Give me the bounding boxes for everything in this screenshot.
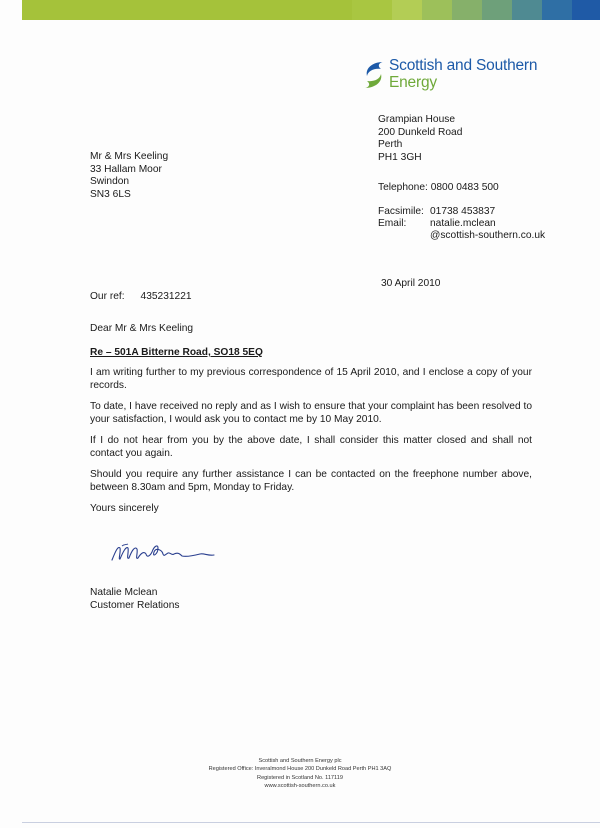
company-logo bbox=[361, 57, 541, 97]
recipient-address-line: Swindon bbox=[90, 176, 130, 188]
letter-footer bbox=[0, 757, 600, 791]
band-segment bbox=[512, 0, 542, 20]
salutation: Dear Mr & Mrs Keeling bbox=[90, 323, 194, 334]
band-segment bbox=[422, 0, 452, 20]
signatory bbox=[90, 587, 179, 612]
letter-date: 30 April 2010 bbox=[381, 278, 441, 289]
recipient-address-line: 33 Hallam Moor bbox=[90, 163, 162, 175]
band-segment bbox=[392, 0, 422, 20]
telephone-label: Telephone: bbox=[378, 182, 428, 193]
facsimile-number: 01738 453837 bbox=[430, 206, 496, 217]
email-label: Email: bbox=[378, 218, 407, 229]
sender-address-line: Perth bbox=[378, 139, 403, 151]
footer-registration: Registered in Scotland No. 117119 bbox=[257, 774, 343, 781]
band-segment bbox=[352, 0, 392, 20]
band-segment bbox=[482, 0, 512, 20]
logo-text-line1: Scottish and Southern bbox=[389, 57, 538, 74]
sender-address-line: Grampian House bbox=[378, 114, 456, 125]
band-segment bbox=[452, 0, 482, 20]
swirl-logo-icon bbox=[361, 59, 387, 91]
bottom-rule bbox=[22, 822, 600, 823]
telephone-row bbox=[378, 182, 499, 195]
signatory-name: Natalie Mclean bbox=[90, 587, 158, 598]
recipient-address bbox=[90, 151, 168, 201]
footer-company: Scottish and Southern Energy plc bbox=[258, 758, 342, 764]
sender-address bbox=[378, 114, 462, 164]
signatory-title: Customer Relations bbox=[90, 599, 180, 611]
band-segment bbox=[22, 0, 352, 20]
recipient-address-line: Mr & Mrs Keeling bbox=[90, 151, 169, 162]
telephone-number: 0800 0483 500 bbox=[430, 182, 499, 193]
email-address-line2: @scottish-southern.co.uk bbox=[430, 230, 546, 241]
closing: Yours sincerely bbox=[90, 503, 159, 514]
facsimile-label: Facsimile: bbox=[378, 206, 424, 217]
footer-registered-office: Registered Office: Inveralmond House 200 Dunkeld Road Perth PH1 3AQ bbox=[208, 766, 392, 773]
our-reference bbox=[90, 291, 192, 304]
footer-website: www.scottish-southern.co.uk bbox=[264, 783, 336, 790]
body-paragraph: To date, I have received no reply and as I wish to ensure that your complaint has been resolved to your satisfaction, I would ask you to contact me by 10 May 2010. bbox=[90, 401, 532, 425]
body-paragraph: Should you require any further assistance I can be contacted on the freephone number above, between 8.30am and 5pm, Monday to Friday. bbox=[90, 469, 532, 493]
our-ref-value: 435231221 bbox=[140, 291, 192, 302]
subject-line: Re – 501A Bitterne Road, SO18 5EQ bbox=[90, 347, 263, 358]
sender-address-line: 200 Dunkeld Road bbox=[378, 126, 463, 138]
our-ref-label: Our ref: bbox=[90, 291, 125, 302]
band-segment bbox=[572, 0, 600, 20]
body-paragraph: I am writing further to my previous correspondence of 15 April 2010, and I enclose a copy of your records. bbox=[90, 367, 532, 391]
sender-address-line: PH1 3GH bbox=[378, 151, 422, 163]
email-address-line1: natalie.mclean bbox=[430, 218, 496, 229]
band-segment bbox=[542, 0, 572, 20]
logo-text-line2: Energy bbox=[389, 74, 437, 91]
top-color-band bbox=[22, 0, 600, 20]
recipient-address-line: SN3 6LS bbox=[90, 188, 131, 200]
body-paragraph: If I do not hear from you by the above date, I shall consider this matter closed and shall not contact you again. bbox=[90, 435, 532, 459]
handwritten-signature bbox=[108, 532, 228, 572]
